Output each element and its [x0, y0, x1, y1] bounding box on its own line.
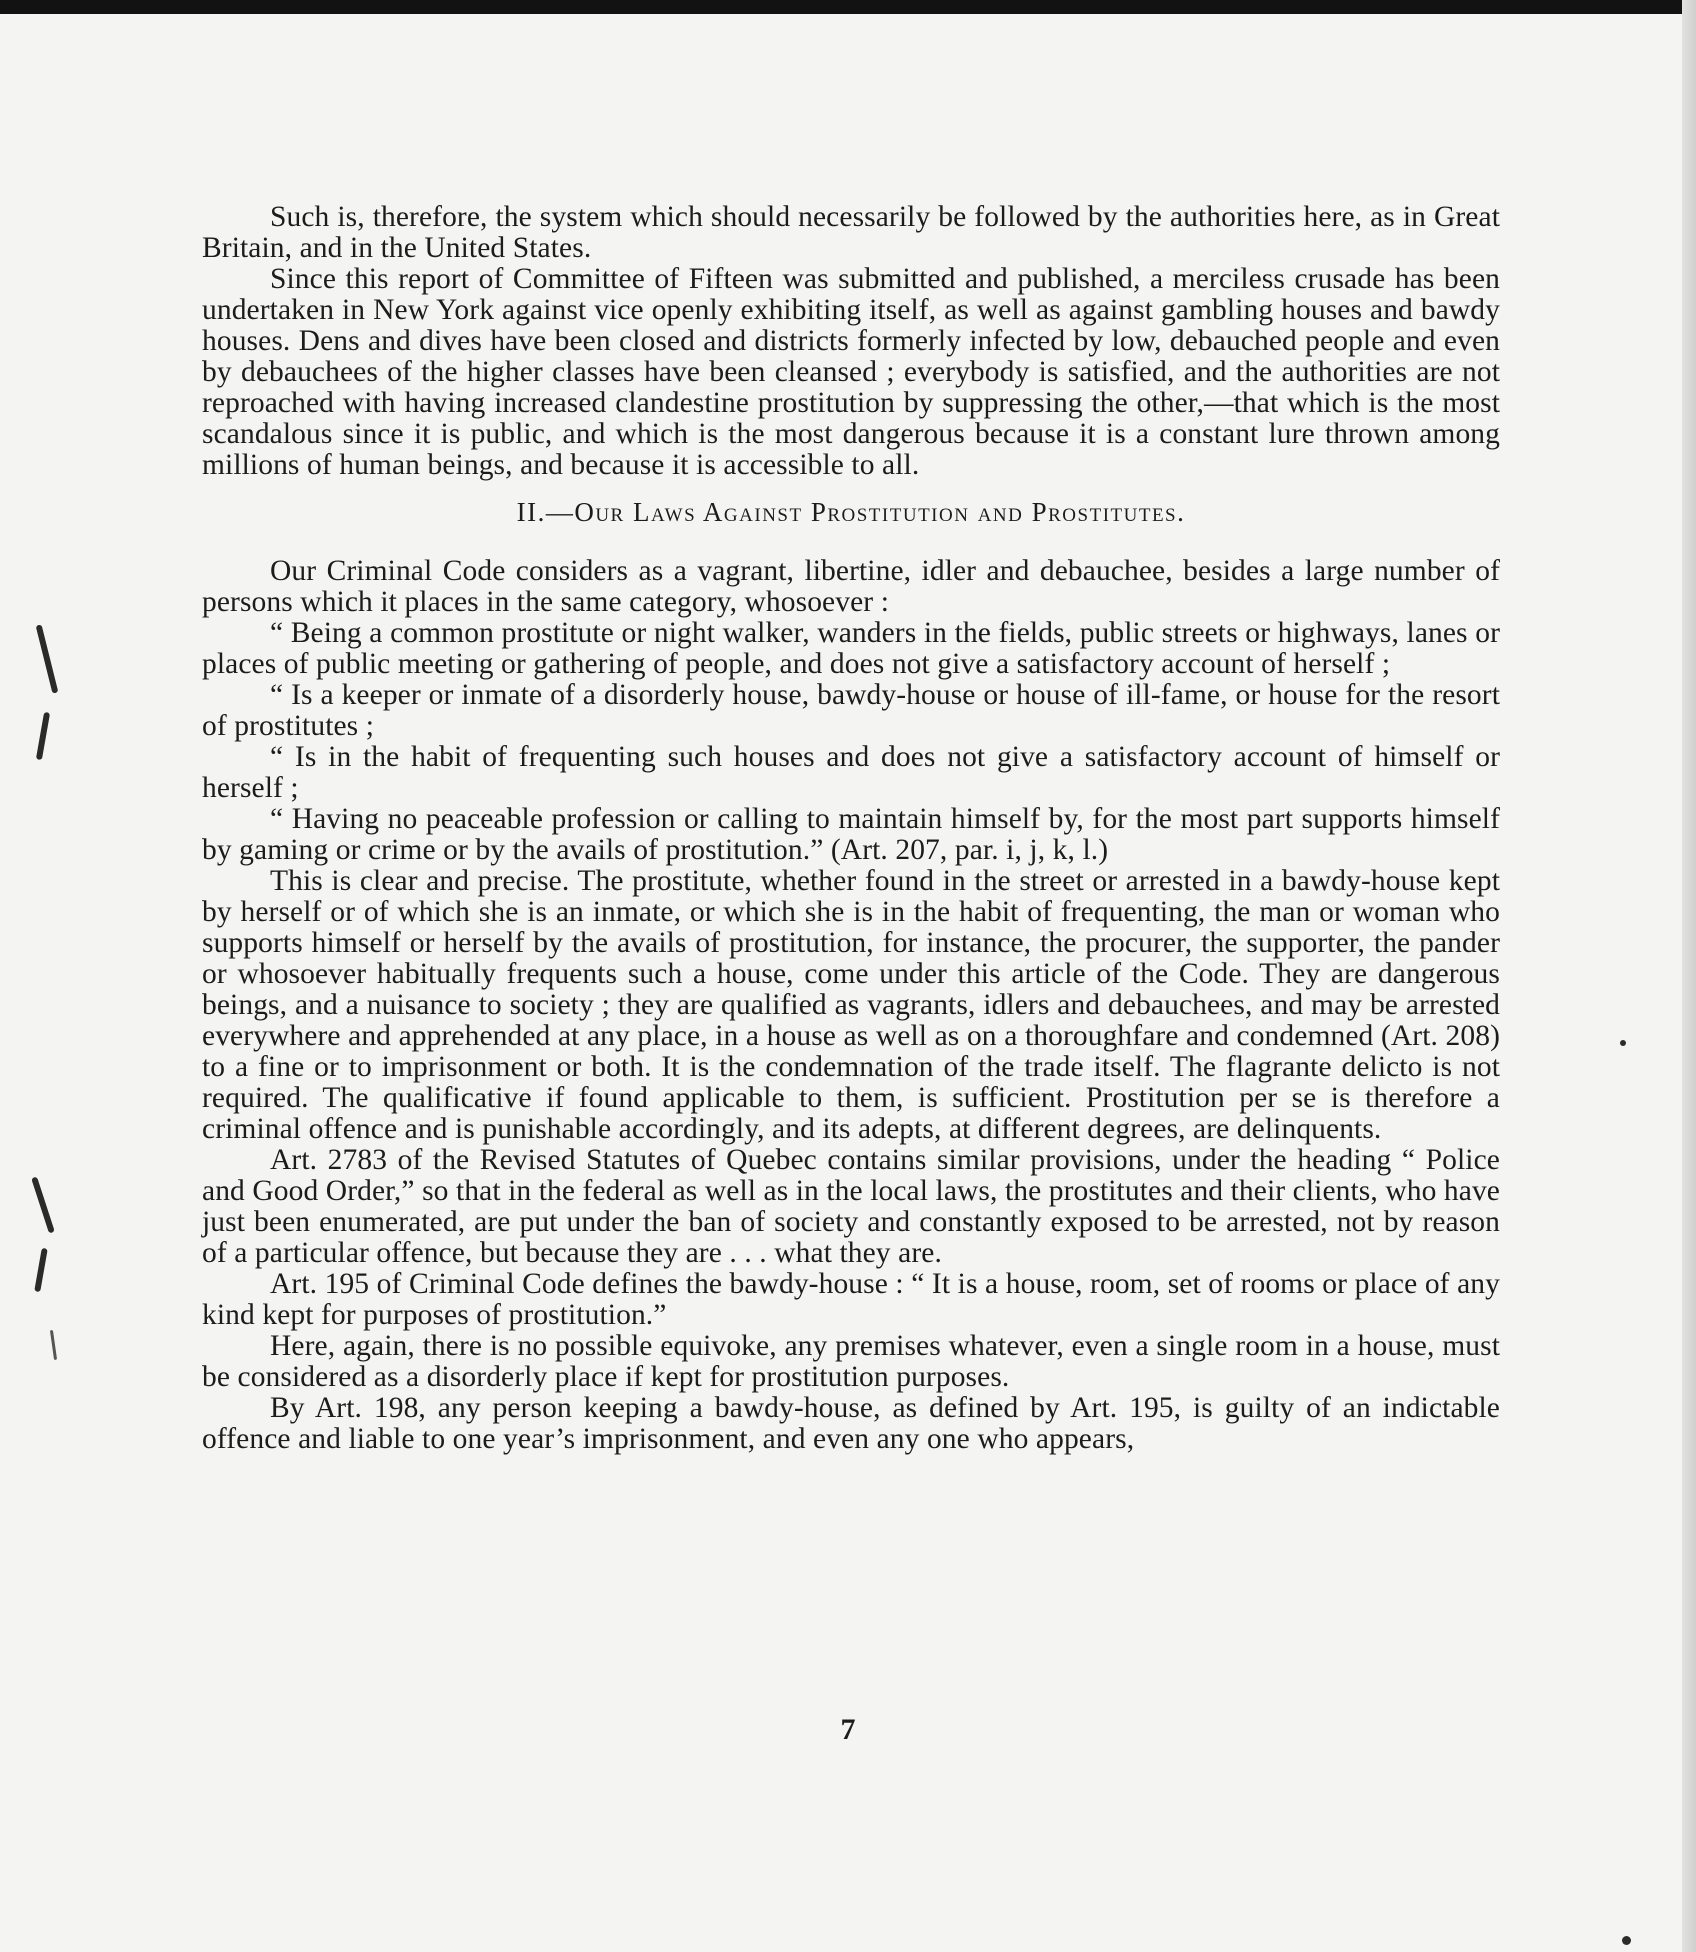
paragraph: By Art. 198, any person keeping a bawdy-house, as defined by Art. 195, is guilty of an indictable offence and liable to one year’s imprisonment, and even any one who appears, [202, 1392, 1500, 1455]
page-number: 7 [840, 1713, 856, 1746]
paragraph: This is clear and precise. The prostitute, whether found in the street or arrested in a bawdy-house kept by herself or of which she is an inmate, or which she is in the habit of frequenting, the man or woman who supports himself or herself by the avails of prostitution, for instance, the procurer, the supporter, the pander or whosoever habitually frequents such a house, come under this article of the Code. They are dangerous beings, and a nuisance to society ; they are qualified as vagrants, idlers and debauchees, and may be arrested everywhere and apprehended at any place, in a house as well as on a thoroughfare and condemned (Art. 208) to a fine or to imprisonment or both. It is the condemnation of the trade itself. The flagrante delicto is not required. The qualificative if found applicable to them, is sufficient. Prostitution per se is therefore a criminal offence and is punishable accordingly, and its adepts, at different degrees, are delinquents. [202, 865, 1500, 1145]
scan-top-border [0, 0, 1696, 14]
margin-dot [1622, 1936, 1631, 1945]
paragraph: “ Being a common prostitute or night walker, wanders in the fields, public streets or highways, lanes or places of public meeting or gathering of people, and does not give a satisfactory account of herself ; [202, 617, 1500, 680]
paragraph: Such is, therefore, the system which should necessarily be followed by the authorities here, as in Great Britain, and in the United States. [202, 201, 1500, 264]
paragraph: Here, again, there is no possible equivoke, any premises whatever, even a single room in a house, must be considered as a disorderly place if kept for prostitution purposes. [202, 1330, 1500, 1393]
margin-dot [1620, 1040, 1626, 1046]
paragraph: Since this report of Committee of Fifteen was submitted and published, a merciless crusade has been undertaken in New York against vice openly exhibiting itself, as well as against gambling houses and bawdy houses. Dens and dives have been closed and districts formerly infected by low, debauched people and even by debauchees of the higher classes have been cleansed ; everybody is satisfied, and the authorities are not reproached with having increased clandestine prostitution by suppressing the other,—that which is the most scandalous since it is public, and which is the most dangerous because it is a constant lure thrown among millions of human beings, and because it is accessible to all. [202, 263, 1500, 481]
paragraph: “ Having no peaceable profession or calling to maintain himself by, for the most part supports himself by gaming or crime or by the avails of prostitution.” (Art. 207, par. i, j, k, l.) [202, 803, 1500, 866]
paragraph: Art. 195 of Criminal Code defines the bawdy-house : “ It is a house, room, set of rooms or place of any kind kept for purposes of prostitution.” [202, 1268, 1500, 1331]
paragraph: “ Is a keeper or inmate of a disorderly house, bawdy-house or house of ill-fame, or house for the resort of prostitutes ; [202, 679, 1500, 742]
paragraph: Our Criminal Code considers as a vagrant, libertine, idler and debauchee, besides a large number of persons which it places in the same category, whosoever : [202, 555, 1500, 618]
paragraph: Art. 2783 of the Revised Statutes of Quebec contains similar provisions, under the heading “ Police and Good Order,” so that in the federal as well as in the local laws, the prostitutes and their clients, who have just been enumerated, are put under the ban of society and constantly exposed to be arrested, not by reason of a particular offence, but because they are . . . what they are. [202, 1144, 1500, 1269]
scan-right-border [1682, 0, 1696, 1952]
section-heading: II.—Our Laws Against Prostitution and Prostitutes. [516, 497, 1186, 527]
text-column [202, 202, 1500, 1455]
paragraph: “ Is in the habit of frequenting such houses and does not give a satisfactory account of himself or herself ; [202, 741, 1500, 804]
